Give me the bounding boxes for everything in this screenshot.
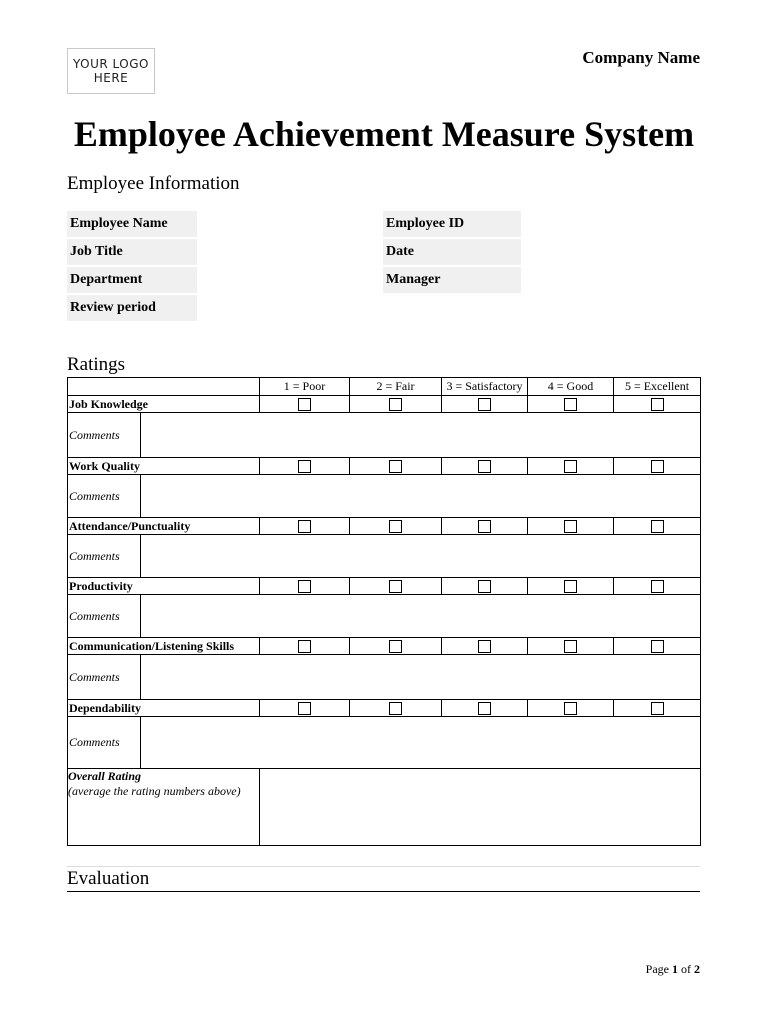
comments-row — [68, 413, 701, 458]
comments-label: Comments — [68, 595, 141, 638]
category-label: Communication/Listening Skills — [68, 638, 260, 655]
logo-placeholder — [67, 48, 155, 94]
scale-label: 2 = Fair — [350, 378, 442, 396]
comments-field[interactable] — [141, 595, 701, 638]
rating-cell — [260, 700, 350, 717]
comments-row — [68, 535, 701, 578]
category-label: Work Quality — [68, 458, 260, 475]
rating-checkbox[interactable] — [564, 460, 577, 473]
rating-checkbox[interactable] — [478, 580, 491, 593]
job-title-field[interactable]: Job Title — [67, 239, 197, 265]
rating-checkbox[interactable] — [564, 398, 577, 411]
rating-cell — [528, 638, 614, 655]
comments-row — [68, 717, 701, 769]
date-field[interactable]: Date — [383, 239, 521, 265]
overall-rating-row — [68, 769, 701, 846]
category-row — [68, 396, 701, 413]
scale-label: 1 = Poor — [260, 378, 350, 396]
page-prefix: Page — [645, 962, 669, 976]
rating-checkbox[interactable] — [564, 640, 577, 653]
comments-field[interactable] — [141, 413, 701, 458]
rating-cell — [350, 396, 442, 413]
rating-checkbox[interactable] — [298, 398, 311, 411]
rating-checkbox[interactable] — [478, 520, 491, 533]
rating-checkbox[interactable] — [389, 460, 402, 473]
evaluation-top-rule — [67, 866, 700, 867]
rating-cell — [442, 458, 528, 475]
rating-cell — [350, 458, 442, 475]
comments-label: Comments — [68, 655, 141, 700]
rating-cell — [350, 700, 442, 717]
overall-rating-field[interactable] — [260, 769, 701, 846]
manager-field[interactable]: Manager — [383, 267, 521, 293]
overall-rating-note: (average the rating numbers above) — [68, 784, 241, 798]
page-number — [646, 962, 700, 977]
rating-cell — [260, 458, 350, 475]
rating-checkbox[interactable] — [298, 640, 311, 653]
page-of: of — [681, 962, 691, 976]
rating-checkbox[interactable] — [564, 702, 577, 715]
rating-checkbox[interactable] — [298, 520, 311, 533]
rating-cell — [614, 396, 701, 413]
evaluation-rule — [67, 891, 700, 892]
rating-cell — [614, 638, 701, 655]
rating-checkbox[interactable] — [478, 702, 491, 715]
employee-name-field[interactable]: Employee Name — [67, 211, 197, 237]
category-label: Productivity — [68, 578, 260, 595]
scale-label: 3 = Satisfactory — [442, 378, 528, 396]
employee-info-heading: Employee Information — [67, 173, 240, 194]
evaluation-heading: Evaluation — [67, 868, 150, 889]
category-row — [68, 578, 701, 595]
overall-rating-label: Overall Rating — [68, 769, 142, 783]
rating-checkbox[interactable] — [389, 640, 402, 653]
rating-cell — [614, 700, 701, 717]
rating-cell — [442, 396, 528, 413]
rating-cell — [528, 578, 614, 595]
rating-checkbox[interactable] — [564, 520, 577, 533]
company-name: Company Name — [582, 48, 700, 67]
rating-checkbox[interactable] — [298, 460, 311, 473]
rating-cell — [442, 578, 528, 595]
rating-checkbox[interactable] — [389, 398, 402, 411]
rating-cell — [260, 518, 350, 535]
rating-checkbox[interactable] — [651, 460, 664, 473]
rating-cell — [260, 578, 350, 595]
rating-cell — [614, 458, 701, 475]
ratings-header-blank — [68, 378, 260, 396]
comments-label: Comments — [68, 717, 141, 769]
rating-checkbox[interactable] — [651, 398, 664, 411]
rating-checkbox[interactable] — [478, 640, 491, 653]
comments-field[interactable] — [141, 717, 701, 769]
rating-checkbox[interactable] — [651, 580, 664, 593]
rating-checkbox[interactable] — [651, 520, 664, 533]
comments-field[interactable] — [141, 475, 701, 518]
rating-cell — [614, 518, 701, 535]
ratings-table — [67, 377, 701, 846]
category-row — [68, 638, 701, 655]
comments-label: Comments — [68, 535, 141, 578]
scale-label: 4 = Good — [528, 378, 614, 396]
rating-cell — [350, 638, 442, 655]
comments-label: Comments — [68, 413, 141, 458]
category-label: Job Knowledge — [68, 396, 260, 413]
category-row — [68, 518, 701, 535]
review-period-field[interactable]: Review period — [67, 295, 197, 321]
rating-cell — [350, 518, 442, 535]
rating-cell — [350, 578, 442, 595]
rating-checkbox[interactable] — [389, 520, 402, 533]
category-label: Dependability — [68, 700, 260, 717]
comments-row — [68, 655, 701, 700]
comments-field[interactable] — [141, 535, 701, 578]
page-total: 2 — [694, 962, 700, 976]
page-current: 1 — [672, 962, 678, 976]
page-title: Employee Achievement Measure System — [73, 114, 695, 154]
category-label: Attendance/Punctuality — [68, 518, 260, 535]
comments-row — [68, 595, 701, 638]
rating-cell — [528, 458, 614, 475]
comments-field[interactable] — [141, 655, 701, 700]
logo-text: YOUR LOGO HERE — [72, 57, 149, 85]
rating-cell — [442, 700, 528, 717]
rating-cell — [528, 518, 614, 535]
rating-checkbox[interactable] — [651, 640, 664, 653]
rating-cell — [528, 396, 614, 413]
rating-checkbox[interactable] — [651, 702, 664, 715]
category-row — [68, 458, 701, 475]
rating-cell — [442, 518, 528, 535]
rating-checkbox[interactable] — [298, 580, 311, 593]
rating-checkbox[interactable] — [389, 580, 402, 593]
rating-cell — [442, 638, 528, 655]
comments-row — [68, 475, 701, 518]
department-field[interactable]: Department — [67, 267, 197, 293]
rating-checkbox[interactable] — [478, 460, 491, 473]
category-row — [68, 700, 701, 717]
rating-checkbox[interactable] — [564, 580, 577, 593]
employee-id-field[interactable]: Employee ID — [383, 211, 521, 237]
rating-cell — [260, 638, 350, 655]
rating-checkbox[interactable] — [389, 702, 402, 715]
rating-checkbox[interactable] — [478, 398, 491, 411]
ratings-header-row — [68, 378, 701, 396]
overall-rating-label-cell — [68, 769, 260, 846]
scale-label: 5 = Excellent — [614, 378, 701, 396]
rating-cell — [260, 396, 350, 413]
rating-cell — [614, 578, 701, 595]
rating-cell — [528, 700, 614, 717]
comments-label: Comments — [68, 475, 141, 518]
rating-checkbox[interactable] — [298, 702, 311, 715]
ratings-heading: Ratings — [67, 354, 126, 375]
